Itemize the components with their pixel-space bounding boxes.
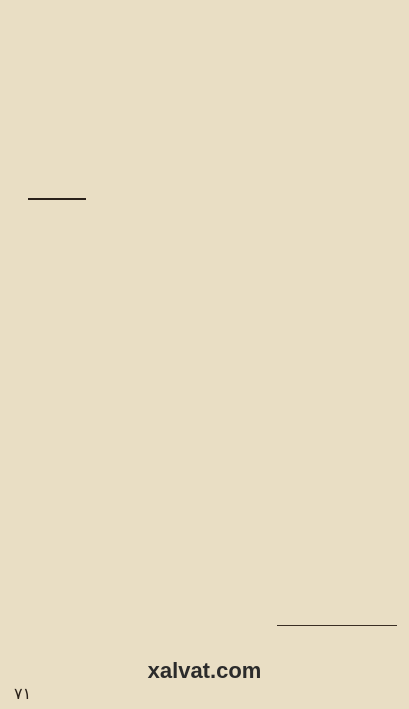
footnote-rule [277,625,397,626]
page-number: ۷۱ [14,684,32,703]
watermark: xalvat.com [147,658,262,683]
intro-paragraph [8,4,399,86]
section-intro [8,192,399,240]
footnote [40,630,397,648]
quotation-body [8,262,399,618]
quoted-paragraph [8,94,379,186]
